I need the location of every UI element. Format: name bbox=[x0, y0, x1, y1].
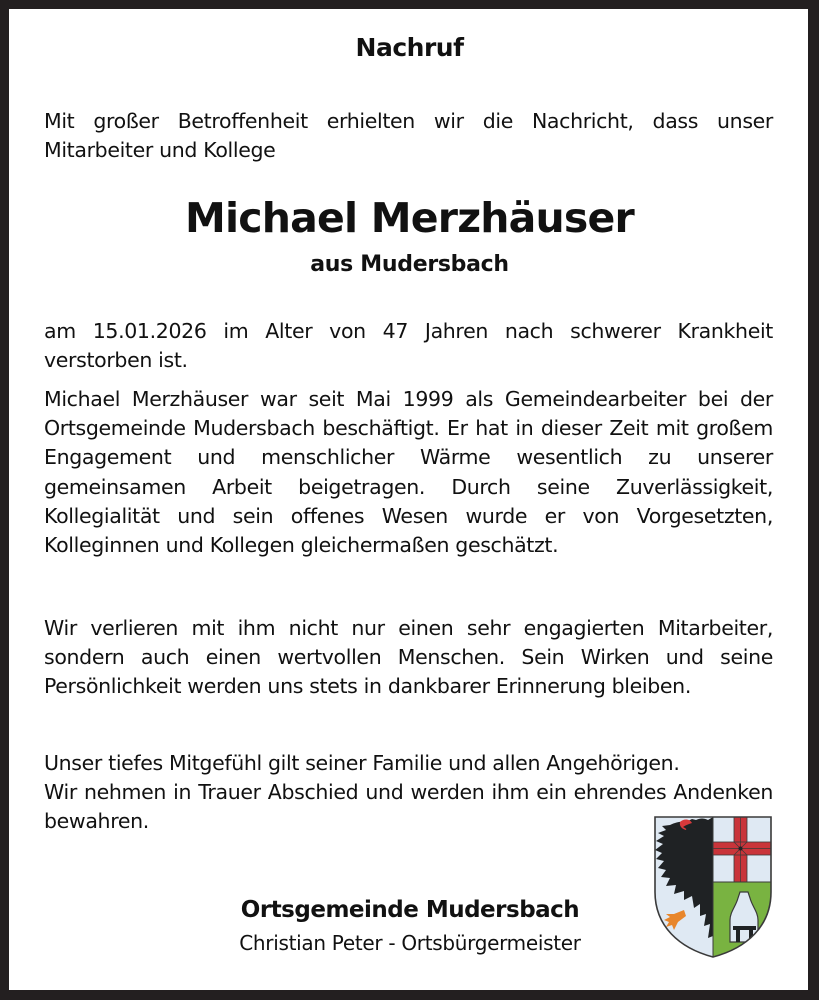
closing-line-1: Unser tiefes Mitgefühl gilt seiner Familie und allen Angehörigen. bbox=[44, 751, 680, 775]
deceased-name: Michael Merzhäuser bbox=[185, 194, 634, 242]
signature-person: Christian Peter - Ortsbürgermeister bbox=[239, 931, 581, 955]
death-notice-text: am 15.01.2026 im Alter von 47 Jahren nach schwerer Krankheit verstorben ist. bbox=[44, 319, 773, 373]
signature-organization: Ortsgemeinde Mudersbach bbox=[240, 897, 580, 923]
intro-text: Mit großer Betroffenheit erhielten wir die Nachricht, dass unser Mitarbeiter und Kollege bbox=[44, 109, 773, 163]
biography-paragraph: Michael Merzhäuser war seit Mai 1999 als Gemeindearbeiter bei der Ortsgemeinde Mudersbach beschäftigt. Er hat in dieser Zeit mit großem Engagement und menschlicher Wärme wesentlich zu unserer gemeinsamen Arbeit beigetragen. Durch seine Zuverlässigkeit, Kollegialität und sein offenes Wesen wurde er von Vorgesetzten, Kolleginnen und Kollegen gleichermaßen geschätzt. bbox=[44, 387, 773, 558]
closing-line-2: Wir nehmen in Trauer Abschied und werden ihm ein ehrendes Andenken bewahren. bbox=[44, 780, 773, 834]
tribute-paragraph: Wir verlieren mit ihm nicht nur einen sehr engagierten Mitarbeiter, sondern auch einen wertvollen Menschen. Sein Wirken und seine Persönlichkeit werden uns stets in dankbarer Erinnerung bleiben. bbox=[44, 616, 773, 699]
coat-of-arms-icon bbox=[652, 814, 774, 960]
deceased-origin: aus Mudersbach bbox=[310, 252, 509, 277]
page-title: Nachruf bbox=[355, 33, 464, 62]
